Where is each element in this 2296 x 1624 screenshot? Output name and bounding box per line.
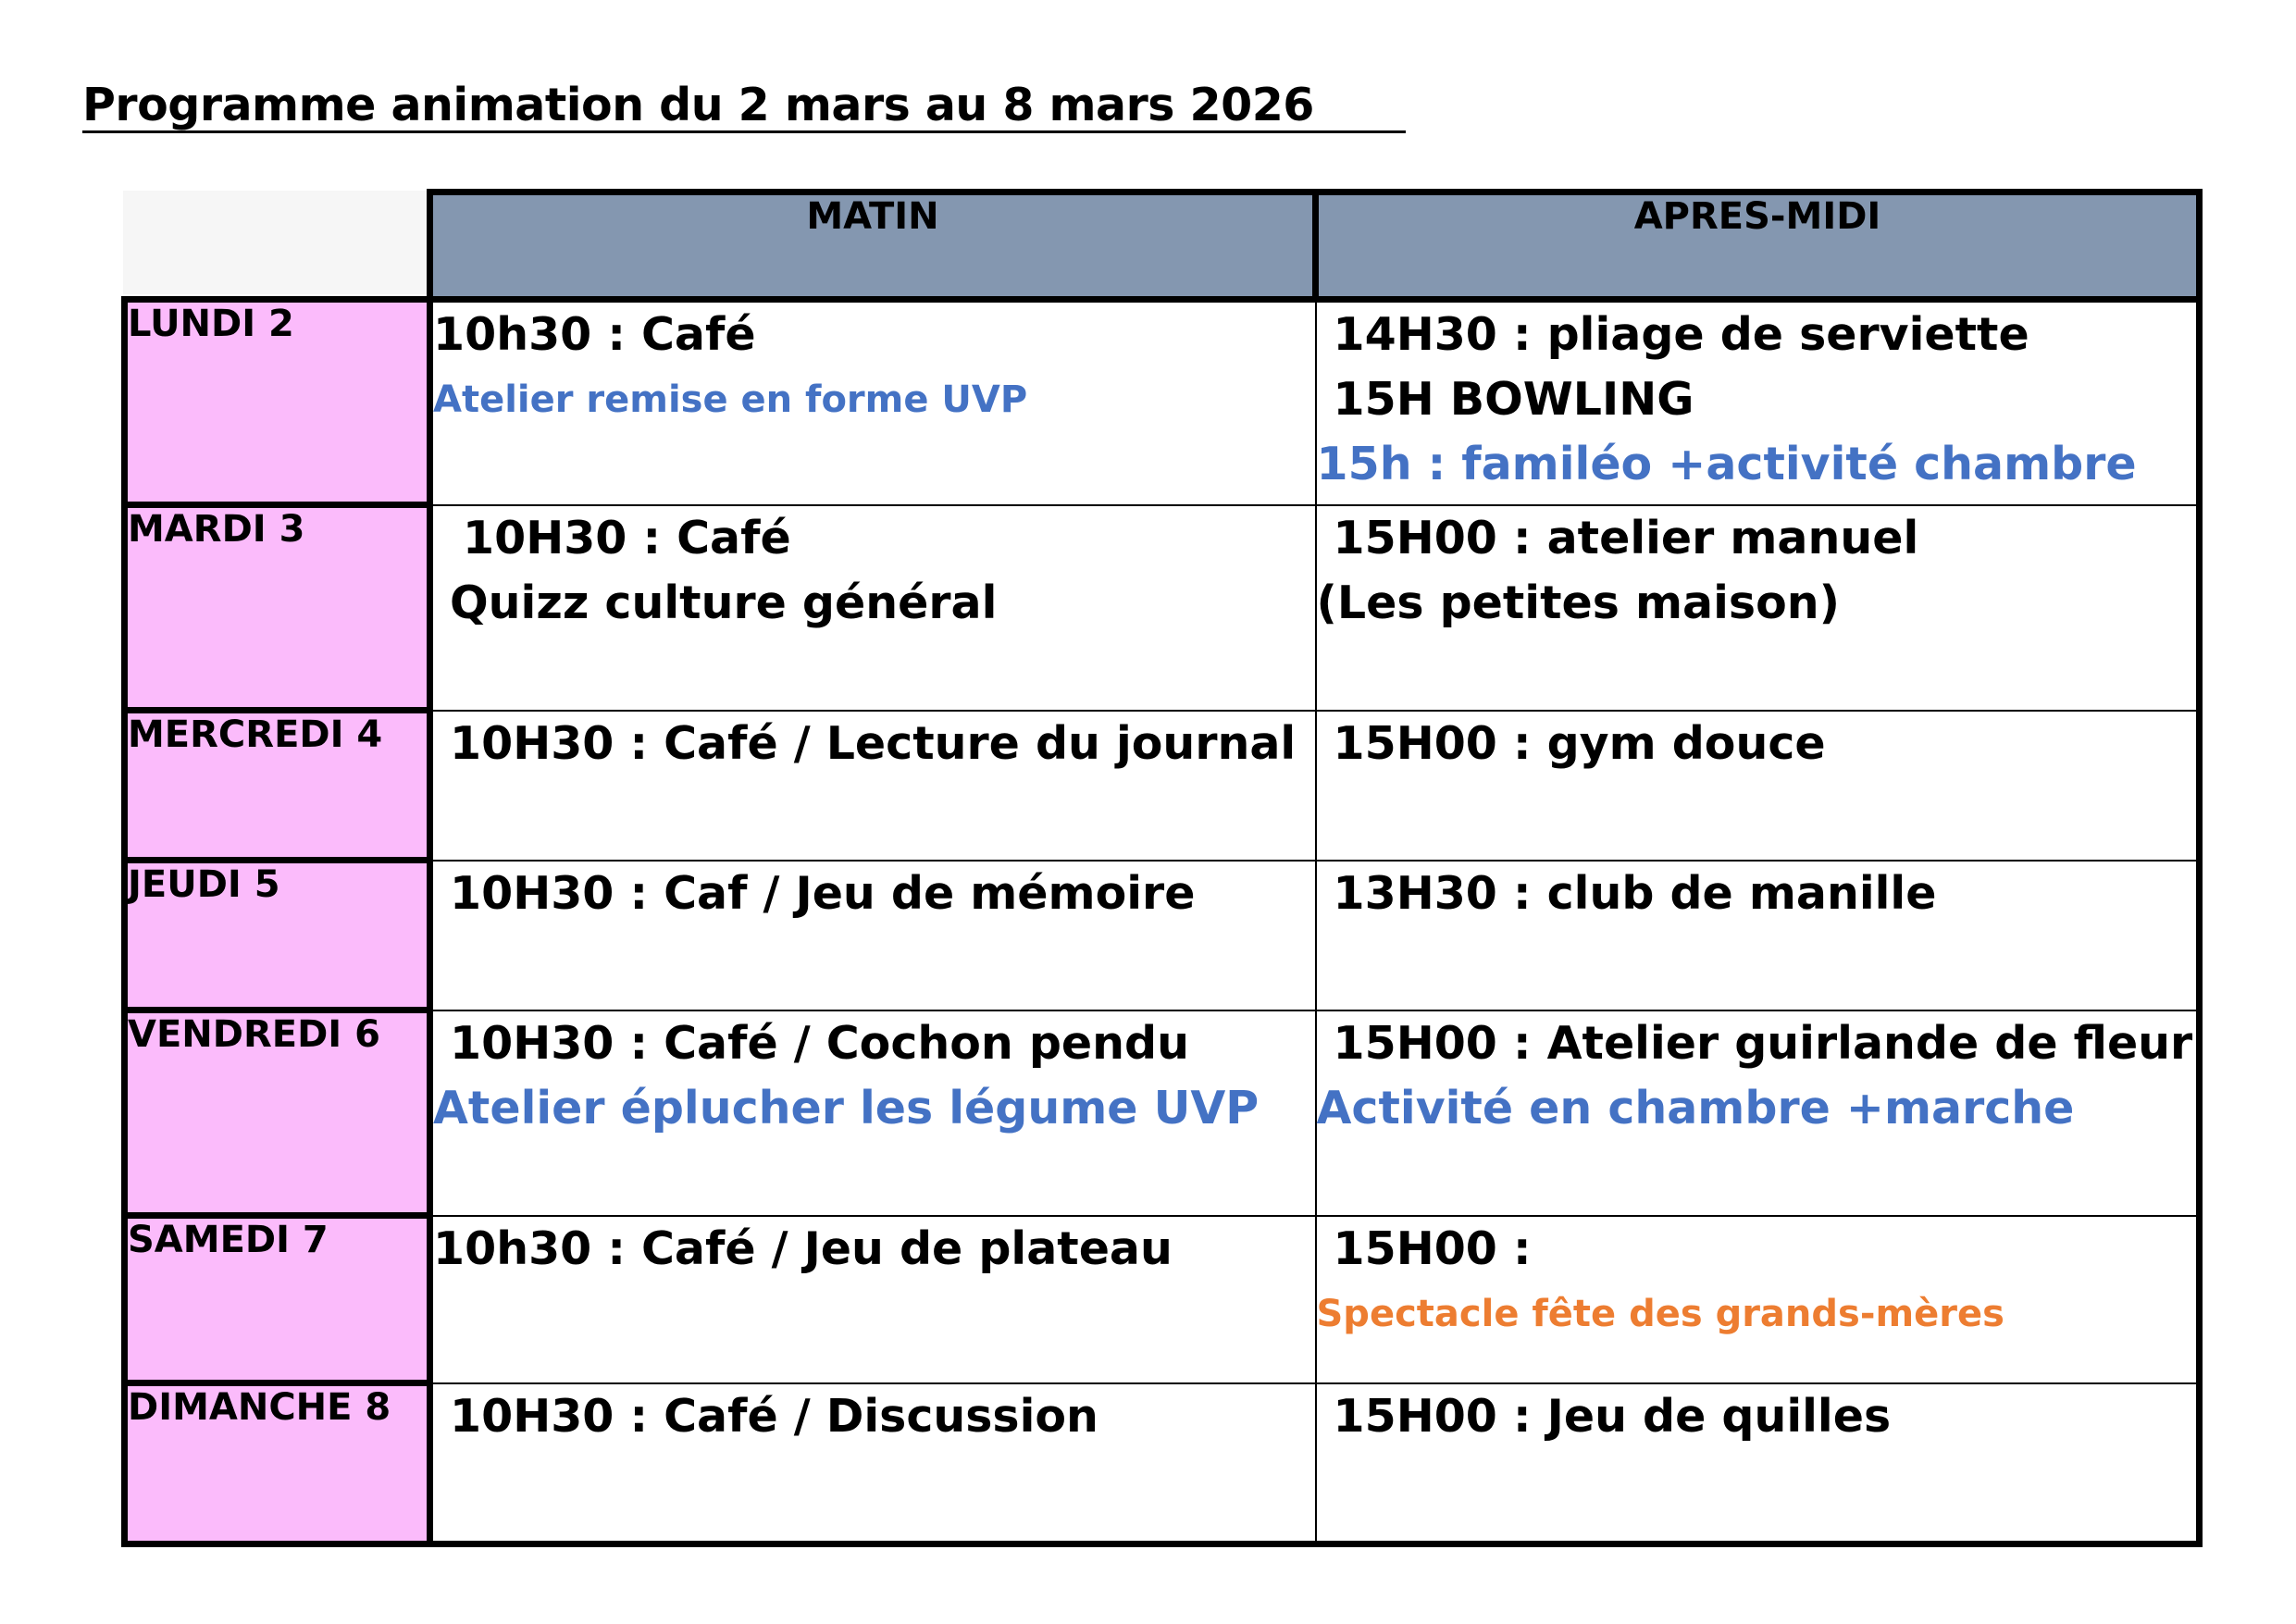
day-label: VENDREDI 6 — [125, 1010, 430, 1216]
activity-line: (Les petites maison) — [1316, 576, 1841, 629]
apres-midi-cell — [1316, 300, 2200, 505]
day-label: SAMEDI 7 — [125, 1216, 430, 1383]
table-row — [125, 1216, 2200, 1383]
table-row — [125, 861, 2200, 1010]
activity-line: 10H30 : Caf / Jeu de mémoire — [450, 866, 1196, 920]
activity-line: 15H00 : Jeu de quilles — [1333, 1389, 1892, 1443]
activity-line: 10h30 : Café / Jeu de plateau — [433, 1221, 1173, 1275]
activity-line: 14H30 : pliage de serviette — [1333, 308, 2029, 361]
header-matin: MATIN — [430, 192, 1316, 300]
header-empty-cell — [125, 192, 430, 300]
day-label: JEUDI 5 — [125, 861, 430, 1010]
activity-line: 15H BOWLING — [1333, 373, 1694, 426]
activity-line: 10H30 : Café / Cochon pendu — [450, 1016, 1190, 1070]
table-row — [125, 711, 2200, 861]
activity-line: Activité en chambre +marche — [1316, 1081, 2075, 1134]
day-label: MERCREDI 4 — [125, 711, 430, 861]
page-title: Programme animation du 2 mars au 8 mars 2026 — [82, 78, 1406, 133]
activity-line: 15H00 : atelier manuel — [1333, 511, 1919, 564]
table-row — [125, 1383, 2200, 1544]
day-label: LUNDI 2 — [125, 300, 430, 505]
table-row — [125, 505, 2200, 711]
apres-midi-cell — [1316, 1216, 2200, 1383]
activity-line: 10H30 : Café / Lecture du journal — [450, 716, 1297, 770]
activity-line: 15H00 : — [1333, 1221, 1532, 1275]
activity-line: 10H30 : Café — [463, 511, 791, 564]
header-row — [125, 192, 2200, 300]
apres-midi-cell — [1316, 861, 2200, 1010]
matin-cell — [430, 505, 1316, 711]
matin-cell — [430, 861, 1316, 1010]
activity-line: 13H30 : club de manille — [1333, 866, 1937, 920]
table-row — [125, 1010, 2200, 1216]
day-label: DIMANCHE 8 — [125, 1383, 430, 1544]
matin-cell — [430, 1383, 1316, 1544]
matin-cell — [430, 711, 1316, 861]
header-apres-midi: APRES-MIDI — [1316, 192, 2200, 300]
apres-midi-cell — [1316, 1383, 2200, 1544]
activity-line: 10H30 : Café / Discussion — [450, 1389, 1098, 1443]
activity-line: 10h30 : Café — [433, 308, 756, 361]
activity-line: 15h : familéo +activité chambre — [1316, 438, 2137, 490]
activity-line: Atelier remise en forme UVP — [433, 378, 1028, 421]
apres-midi-cell — [1316, 711, 2200, 861]
activity-line: 15H00 : Atelier guirlande de fleur — [1333, 1016, 2193, 1070]
apres-midi-cell — [1316, 1010, 2200, 1216]
apres-midi-cell — [1316, 505, 2200, 711]
schedule-table — [121, 189, 2203, 1547]
matin-cell — [430, 1010, 1316, 1216]
activity-line: Spectacle fête des grands-mères — [1316, 1292, 2004, 1335]
activity-line: Quizz culture général — [450, 576, 998, 629]
table-row — [125, 300, 2200, 505]
matin-cell — [430, 300, 1316, 505]
activity-line: Atelier éplucher les légume UVP — [433, 1081, 1260, 1134]
day-label: MARDI 3 — [125, 505, 430, 711]
activity-line: 15H00 : gym douce — [1333, 716, 1826, 770]
matin-cell — [430, 1216, 1316, 1383]
